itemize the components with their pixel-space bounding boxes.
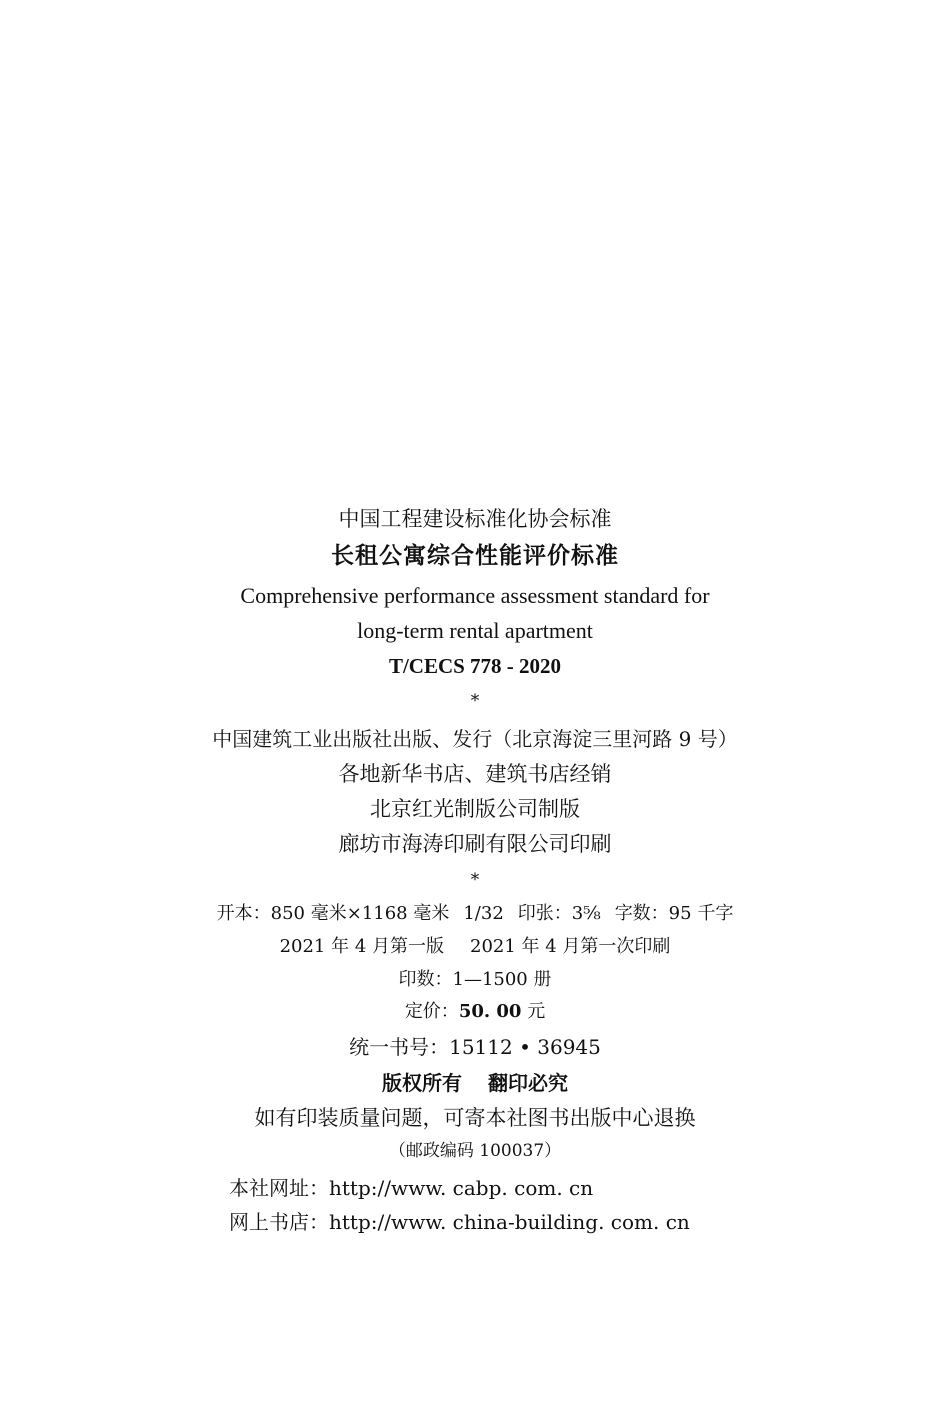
- print-run: 印数：1—1500 册: [398, 969, 552, 990]
- edition-line: [0, 938, 950, 956]
- price-value: 50. 00: [458, 1001, 522, 1022]
- chinese-title: 长租公寓综合性能评价标准: [331, 543, 619, 569]
- separator-star-2: *: [470, 870, 480, 890]
- series-title: 中国工程建设标准化协会标准: [338, 507, 612, 531]
- price-line: [0, 1003, 950, 1021]
- english-title-line-1: Comprehensive performance assessment standard for: [240, 583, 710, 608]
- price-label: 定价：: [404, 1001, 459, 1022]
- standard-code: T/CECS 778 - 2020: [388, 654, 562, 678]
- price-unit: 元: [527, 1001, 546, 1022]
- platemaker-line: 北京红光制版公司制版: [370, 797, 580, 821]
- format-fold: 1/32: [463, 903, 504, 924]
- format-line: [0, 905, 950, 923]
- return-notice: 如有印装质量问题，可寄本社图书出版中心退换: [254, 1106, 696, 1130]
- website-line: 本社网址：http://www. cabp. com. cn: [229, 1176, 594, 1200]
- printer-line: 廊坊市海涛印刷有限公司印刷: [338, 832, 612, 856]
- format-sheets: 印张：3⅝: [517, 903, 601, 924]
- separator-star: *: [470, 691, 480, 711]
- online-store-line: 网上书店：http://www. china-building. com. cn: [229, 1210, 690, 1234]
- format-words: 字数：95 千字: [614, 903, 734, 924]
- first-print: 2021 年 4 月第一次印刷: [470, 936, 671, 957]
- rights-right: 翻印必究: [488, 1071, 568, 1095]
- publisher-line: 中国建筑工业出版社出版、发行（北京海淀三里河路 9 号）: [212, 727, 738, 751]
- english-title-line-2: long-term rental apartment: [357, 618, 593, 643]
- first-edition: 2021 年 4 月第一版: [279, 936, 444, 957]
- format-size: 开本：850 毫米×1168 毫米: [216, 903, 450, 924]
- rights-line: [0, 1073, 950, 1093]
- isbn-line: 统一书号：15112 • 36945: [349, 1035, 601, 1059]
- distributor-line: 各地新华书店、建筑书店经销: [338, 762, 612, 786]
- rights-left: 版权所有: [382, 1071, 462, 1095]
- postcode: （邮政编码 100037）: [388, 1141, 562, 1161]
